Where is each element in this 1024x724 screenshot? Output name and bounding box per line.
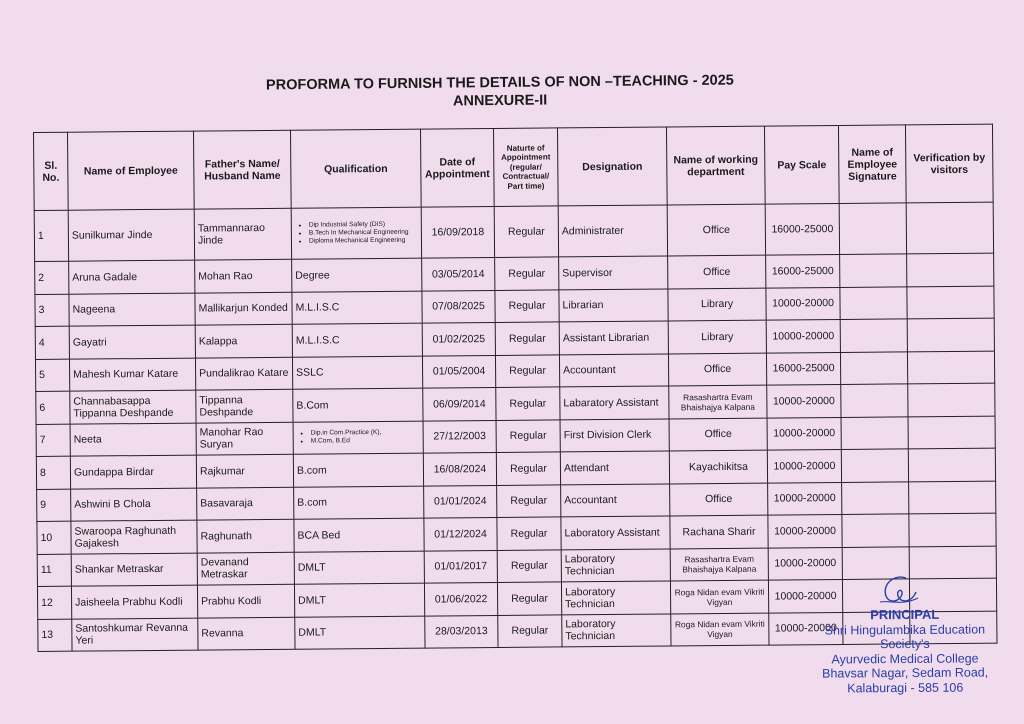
employee-name-cell: Gundappa Birdar: [70, 455, 196, 489]
sl-no-cell: 12: [37, 586, 71, 619]
employee-signature-cell: [840, 254, 907, 287]
department-cell: Rasashartra Evam Bhaishajya Kalpana: [670, 548, 768, 581]
stamp-principal: PRINCIPAL: [870, 606, 940, 623]
sl-no-cell: 9: [37, 489, 71, 522]
appointment-nature-cell: Regular: [495, 257, 559, 290]
employee-signature-cell: [840, 319, 907, 352]
verification-cell: [909, 546, 996, 579]
staff-table: [33, 124, 998, 652]
pay-scale-cell: 10000-20000: [766, 287, 840, 320]
verification-cell: [907, 318, 994, 351]
appointment-nature-cell: Regular: [497, 582, 561, 615]
pay-scale-cell: 16000-25000: [766, 352, 840, 385]
qualification-cell: Degree: [292, 258, 422, 292]
appointment-date-cell: 16/08/2024: [423, 452, 496, 485]
department-cell: Office: [669, 418, 767, 451]
department-cell: Rasashartra Evam Bhaishajya Kalpana: [669, 385, 767, 418]
verification-cell: [907, 253, 994, 286]
sl-no-cell: 7: [36, 424, 70, 457]
department-cell: Library: [668, 320, 766, 353]
pay-scale-cell: 10000-20000: [769, 612, 843, 645]
appointment-nature-cell: Regular: [496, 452, 560, 485]
verification-cell: [907, 286, 994, 319]
col-designation: Designation: [557, 127, 667, 206]
appointment-date-cell: 16/09/2018: [421, 206, 494, 258]
father-name-cell: Prabhu Kodli: [197, 584, 294, 617]
employee-name-cell: Channabasappa Tippanna Deshpande: [70, 390, 196, 424]
pay-scale-cell: 10000-20000: [768, 547, 842, 580]
appointment-date-cell: 28/03/2013: [425, 615, 498, 648]
department-cell: Office: [667, 204, 765, 256]
employee-signature-cell: [841, 449, 908, 482]
department-cell: Office: [670, 483, 768, 516]
designation-cell: Librarian: [559, 288, 668, 321]
sl-no-cell: 10: [37, 521, 71, 554]
verification-cell: [909, 513, 996, 546]
annexure-label: ANNEXURE-II: [452, 92, 548, 110]
father-name-cell: Rajkumar: [196, 454, 293, 487]
appointment-nature-cell: Regular: [497, 517, 561, 550]
principal-stamp: [800, 607, 1011, 695]
appointment-date-cell: 01/06/2022: [424, 582, 497, 615]
appointment-date-cell: 01/05/2004: [422, 355, 495, 388]
qualification-cell: DMLT: [295, 616, 425, 650]
father-name-cell: Mallikarjun Konded: [195, 292, 292, 325]
table-row: [34, 202, 993, 261]
designation-cell: Accountant: [561, 483, 670, 516]
qualification-cell: BCA Bed: [294, 518, 424, 552]
sl-no-cell: 4: [35, 326, 69, 359]
qualification-cell: B.Com: [293, 388, 423, 422]
verification-cell: [907, 351, 994, 384]
employee-name-cell: Ashwini B Chola: [71, 488, 197, 522]
col-date-of-appointment: Date of Appointment: [420, 128, 494, 207]
qualification-cell: SSLC: [292, 356, 422, 390]
stamp-address: Bhavsar Nagar, Sedam Road,: [822, 665, 989, 681]
employee-name-cell: Nageena: [69, 293, 195, 327]
staff-table-container: [33, 124, 998, 652]
pay-scale-cell: 10000-20000: [766, 319, 840, 352]
col-pay-scale: Pay Scale: [764, 125, 839, 204]
sl-no-cell: 8: [36, 456, 70, 489]
appointment-nature-cell: Regular: [494, 206, 558, 258]
designation-cell: Administrater: [558, 205, 667, 257]
department-cell: Roga Nidan evam Vikriti Vigyan: [671, 613, 769, 646]
verification-cell: [908, 448, 995, 481]
employee-signature-cell: [840, 286, 907, 319]
qualification-cell: M.L.I.S.C: [292, 291, 422, 325]
department-cell: Office: [668, 255, 766, 288]
col-verification: Verification by visitors: [905, 124, 993, 203]
table-body: [34, 202, 997, 651]
employee-name-cell: Aruna Gadale: [69, 260, 195, 294]
pay-scale-cell: 10000-20000: [768, 482, 842, 515]
qualification-cell: DMLT: [294, 583, 424, 617]
father-name-cell: Basavaraja: [197, 487, 294, 520]
qualification-cell: B.com: [294, 486, 424, 520]
pay-scale-cell: 10000-20000: [767, 417, 841, 450]
designation-cell: Supervisor: [559, 256, 668, 289]
header-row: [34, 124, 994, 210]
qualification-item: • Dip Industrial Safety (DIS): [309, 221, 418, 230]
employee-name-cell: Gayatri: [69, 325, 195, 359]
father-name-cell: Raghunath: [197, 519, 294, 552]
document-title: [200, 71, 800, 113]
col-sl-no: Sl. No.: [34, 132, 69, 210]
father-name-cell: Manohar Rao Suryan: [196, 422, 293, 455]
col-employee-signature: Name of Employee Signature: [838, 125, 906, 204]
sl-no-cell: 5: [35, 359, 69, 392]
verification-cell: [908, 416, 995, 449]
employee-name-cell: Sunilkumar Jinde: [68, 209, 194, 261]
sl-no-cell: 1: [34, 210, 68, 261]
stamp-city: Kalaburagi - 585 106: [847, 680, 964, 695]
col-working-department: Name of working department: [666, 126, 765, 205]
verification-cell: [908, 383, 995, 416]
appointment-nature-cell: Regular: [498, 614, 562, 647]
employee-name-cell: Neeta: [70, 423, 196, 457]
designation-cell: Accountant: [559, 353, 668, 386]
qualification-list: [295, 221, 418, 246]
appointment-nature-cell: Regular: [496, 387, 560, 420]
col-qualification: Qualification: [290, 129, 421, 208]
qualification-item: • B.Tech In Mechanical Engineering: [309, 229, 418, 238]
col-nature-of-appointment: Naturte of Appointment (regular/ Contractual/ Part time): [493, 128, 558, 207]
appointment-nature-cell: Regular: [497, 549, 561, 582]
appointment-nature-cell: Regular: [496, 419, 560, 452]
sl-no-cell: 11: [37, 554, 71, 587]
appointment-date-cell: 01/01/2017: [424, 550, 497, 583]
designation-cell: Laboratory Assistant: [561, 516, 670, 549]
employee-signature-cell: [841, 416, 908, 449]
employee-name-cell: Jaisheela Prabhu Kodli: [71, 585, 197, 619]
appointment-date-cell: 07/08/2025: [422, 290, 495, 323]
qualification-item: • Diploma Mechanical Engineering: [309, 237, 418, 246]
qualification-list: [297, 429, 420, 446]
father-name-cell: Tammannarao Jinde: [194, 208, 291, 260]
stamp-society: Shri Hingulambika Education Society's: [824, 621, 986, 652]
appointment-date-cell: 27/12/2003: [423, 420, 496, 453]
qualification-cell: [293, 421, 423, 455]
department-cell: Rachana Sharir: [670, 515, 768, 548]
signature-scribble-icon: [876, 572, 920, 610]
designation-cell: Laboratory Technician: [561, 548, 670, 581]
verification-cell: [909, 481, 996, 514]
employee-signature-cell: [839, 203, 906, 255]
appointment-date-cell: 01/01/2024: [424, 485, 497, 518]
employee-signature-cell: [842, 514, 909, 547]
department-cell: Library: [668, 288, 766, 321]
qualification-item: • Dip.in Com.Practice (K),: [311, 429, 420, 438]
appointment-nature-cell: Regular: [497, 484, 561, 517]
sl-no-cell: 3: [35, 294, 69, 327]
appointment-nature-cell: Regular: [495, 289, 559, 322]
pay-scale-cell: 16000-25000: [766, 254, 840, 287]
appointment-date-cell: 03/05/2014: [422, 257, 495, 290]
qualification-cell: B.com: [293, 453, 423, 487]
qualification-cell: DMLT: [294, 551, 424, 585]
department-cell: Kayachikitsa: [669, 450, 767, 483]
appointment-nature-cell: Regular: [495, 354, 559, 387]
designation-cell: Assistant Librarian: [559, 321, 668, 354]
department-cell: Roga Nidan evam Vikriti Vigyan: [670, 580, 768, 613]
designation-cell: Laboratory Technician: [562, 613, 671, 646]
sl-no-cell: 2: [35, 261, 69, 294]
employee-name-cell: Mahesh Kumar Katare: [69, 358, 195, 392]
father-name-cell: Devanand Metraskar: [197, 552, 294, 585]
pay-scale-cell: 10000-20000: [768, 579, 842, 612]
pay-scale-cell: 10000-20000: [767, 384, 841, 417]
employee-signature-cell: [841, 384, 908, 417]
pay-scale-cell: 16000-25000: [765, 203, 839, 255]
pay-scale-cell: 10000-20000: [767, 449, 841, 482]
designation-cell: First Division Clerk: [560, 418, 669, 451]
col-employee-name: Name of Employee: [68, 131, 195, 210]
appointment-nature-cell: Regular: [495, 322, 559, 355]
father-name-cell: Pundalikrao Katare: [195, 357, 292, 390]
department-cell: Office: [668, 353, 766, 386]
father-name-cell: Revanna: [198, 617, 295, 650]
pay-scale-cell: 10000-20000: [768, 514, 842, 547]
col-father-name: Father's Name/ Husband Name: [193, 130, 291, 209]
qualification-cell: [291, 207, 421, 259]
employee-name-cell: Shankar Metraskar: [71, 553, 197, 587]
designation-cell: Attendant: [560, 451, 669, 484]
father-name-cell: Kalappa: [195, 324, 292, 357]
qualification-cell: M.L.I.S.C: [292, 323, 422, 357]
appointment-date-cell: 01/02/2025: [422, 322, 495, 355]
verification-cell: [906, 202, 993, 254]
father-name-cell: Tippanna Deshpande: [196, 389, 293, 422]
sl-no-cell: 6: [36, 391, 70, 424]
qualification-item: • M.Com, B.Ed: [311, 437, 420, 446]
employee-signature-cell: [842, 481, 909, 514]
appointment-date-cell: 06/09/2014: [423, 387, 496, 420]
employee-name-cell: Santoshkumar Revanna Yeri: [72, 618, 198, 652]
designation-cell: Laboratory Technician: [561, 581, 670, 614]
stamp-college: Ayurvedic Medical College: [831, 650, 979, 667]
designation-cell: Labaratory Assistant: [560, 386, 669, 419]
employee-signature-cell: [840, 351, 907, 384]
father-name-cell: Mohan Rao: [195, 259, 292, 292]
sl-no-cell: 13: [38, 619, 72, 652]
employee-name-cell: Swaroopa Raghunath Gajakesh: [71, 520, 197, 554]
appointment-date-cell: 01/12/2024: [424, 517, 497, 550]
title-line: PROFORMA TO FURNISH THE DETAILS OF NON –TEACHING - 2025: [265, 72, 734, 94]
